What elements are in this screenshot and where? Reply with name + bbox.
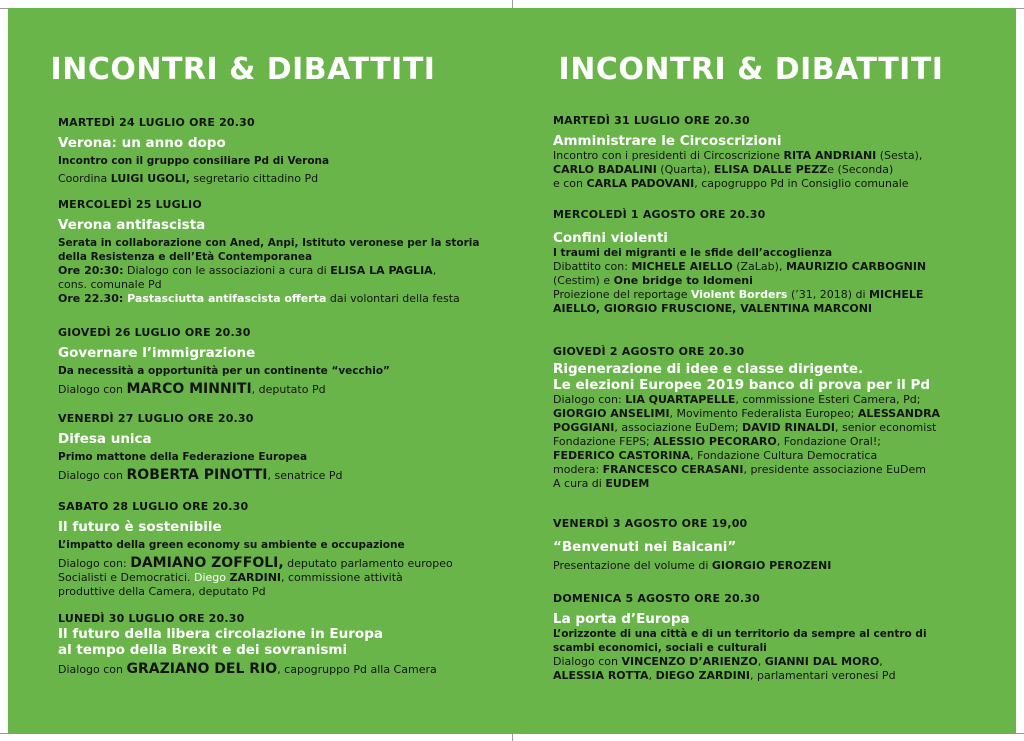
event-detail: modera: FRANCESCO CERASANI, presidente associazione EuDem (553, 463, 927, 476)
event-27-luglio (58, 412, 488, 483)
crop-mark (0, 8, 8, 9)
event-title: Rigenerazione di idee e classe dirigente. (553, 361, 864, 377)
event-subtitle: I traumi dei migranti e le sfide dell’accoglienza (553, 247, 833, 259)
crop-mark (512, 0, 513, 8)
event-detail: ALESSIA ROTTA, DIEGO ZARDINI, parlamentari veronesi Pd (553, 669, 896, 682)
event-detail: Presentazione del volume di GIORGIO PEROZENI (553, 559, 832, 572)
event-date: GIOVEDÌ 2 AGOSTO ORE 20.30 (553, 345, 745, 358)
event-date: VENERDÌ 3 AGOSTO ORE 19,00 (553, 517, 748, 530)
event-detail: Socialisti e Democratici. Diego ZARDINI, commissione attività (58, 571, 403, 584)
event-detail: Dialogo con: LIA QUARTAPELLE, commissione Esteri Camera, Pd; (553, 393, 921, 406)
event-detail: (Cestim) e One bridge to Idomeni (553, 274, 753, 287)
right-page (520, 8, 1010, 734)
event-detail: Dialogo con ROBERTA PINOTTI, senatrice Pd (58, 467, 343, 483)
event-detail: Incontro con i presidenti di Circoscrizione RITA ANDRIANI (Sesta), (553, 149, 923, 162)
event-detail: Coordina LUIGI UGOLI, segretario cittadino Pd (58, 172, 319, 185)
event-26-luglio (58, 326, 488, 397)
event-detail: CARLO BADALINI (Quarta), ELISA DALLE PEZZe (Seconda) (553, 163, 894, 176)
event-date: GIOVEDÌ 26 LUGLIO ORE 20.30 (58, 326, 251, 339)
event-detail: Dialogo con MARCO MINNITI, deputato Pd (58, 381, 326, 397)
flyer-sheet (8, 8, 1016, 734)
event-detail: Dibattito con: MICHELE AIELLO (ZaLab), MAURIZIO CARBOGNIN (553, 260, 927, 273)
event-detail: produttive della Camera, deputato Pd (58, 585, 266, 598)
event-title: Le elezioni Europee 2019 banco di prova per il Pd (553, 377, 931, 393)
event-3-agosto (553, 517, 993, 573)
crop-mark (512, 734, 513, 741)
event-1-agosto (553, 208, 993, 316)
event-title: Difesa unica (58, 431, 152, 447)
event-31-luglio (553, 114, 993, 191)
event-date: MERCOLEDÌ 1 AGOSTO ORE 20.30 (553, 208, 766, 221)
event-date: SABATO 28 LUGLIO ORE 20.30 (58, 500, 249, 513)
event-detail: GIORGIO ANSELIMI, Movimento Federalista Europeo; ALESSANDRA (553, 407, 941, 420)
event-date: MERCOLEDÌ 25 LUGLIO (58, 198, 202, 211)
event-detail: Dialogo con VINCENZO D’ARIENZO, GIANNI DAL MORO, (553, 655, 883, 668)
crop-mark (0, 733, 8, 734)
event-28-luglio (58, 500, 488, 599)
event-title: Il futuro della libera circolazione in Europa (58, 626, 383, 642)
event-detail: Ore 20:30: Dialogo con le associazioni a cura di ELISA LA PAGLIA, (58, 264, 437, 277)
event-detail: Proiezione del reportage Violent Borders (’31, 2018) di MICHELE (553, 288, 924, 301)
event-subtitle: Da necessità a opportunità per un continente “vecchio” (58, 365, 390, 377)
event-detail: POGGIANI, associazione EuDem; DAVID RINALDI, senior economist (553, 421, 937, 434)
event-detail: A cura di EUDEM (553, 477, 650, 490)
event-title: Verona: un anno dopo (58, 135, 226, 151)
event-title: Confini violenti (553, 230, 668, 246)
event-title: Verona antifascista (58, 217, 206, 233)
event-30-luglio (58, 612, 488, 677)
page-title: INCONTRI & DIBATTITI (50, 52, 436, 87)
left-page (8, 8, 498, 734)
event-subtitle: L’orizzonte di una città e di un territorio da sempre al centro di (553, 628, 927, 640)
event-title: Amministrare le Circoscrizioni (553, 133, 782, 149)
page-title: INCONTRI & DIBATTITI (558, 52, 944, 87)
event-date: MARTEDÌ 24 LUGLIO ORE 20.30 (58, 116, 255, 129)
event-subtitle: Incontro con il gruppo consiliare Pd di Verona (58, 155, 330, 167)
event-2-agosto (553, 345, 993, 491)
event-24-luglio (58, 116, 488, 186)
event-subtitle: Primo mattone della Federazione Europea (58, 451, 308, 463)
event-date: VENERDÌ 27 LUGLIO ORE 20.30 (58, 412, 254, 425)
event-detail: Dialogo con GRAZIANO DEL RIO, capogruppo Pd alla Camera (58, 661, 437, 677)
event-5-agosto (553, 592, 993, 683)
event-subtitle: scambi economici, sociali e culturali (553, 642, 767, 654)
event-title: La porta d’Europa (553, 611, 690, 627)
event-25-luglio (58, 198, 488, 306)
event-title: al tempo della Brexit e dei sovranismi (58, 642, 348, 658)
crop-mark (1016, 8, 1024, 9)
event-subtitle: Serata in collaborazione con Aned, Anpi, Istituto veronese per la storia della Resistenza e dell’Età Contemporanea (58, 237, 480, 263)
event-detail: Fondazione FEPS; ALESSIO PECORARO, Fondazione Oral!; (553, 435, 881, 448)
event-date: DOMENICA 5 AGOSTO ORE 20.30 (553, 592, 760, 605)
event-date: LUNEDÌ 30 LUGLIO ORE 20.30 (58, 612, 245, 625)
event-title: Governare l’immigrazione (58, 345, 256, 361)
event-detail: Dialogo con: DAMIANO ZOFFOLI, deputato parlamento europeo (58, 555, 453, 571)
event-detail: Ore 22.30: Pastasciutta antifascista offerta dai volontari della festa (58, 292, 460, 305)
event-date: MARTEDÌ 31 LUGLIO ORE 20.30 (553, 114, 750, 127)
crop-mark (1016, 733, 1024, 734)
event-detail: e con CARLA PADOVANI, capogruppo Pd in Consiglio comunale (553, 177, 909, 190)
event-detail: cons. comunale Pd (58, 278, 162, 291)
event-detail: FEDERICO CASTORINA, Fondazione Cultura Democratica (553, 449, 878, 462)
event-subtitle: L’impatto della green economy su ambiente e occupazione (58, 539, 405, 551)
event-title: “Benvenuti nei Balcani” (553, 539, 737, 555)
event-detail: AIELLO, GIORGIO FRUSCIONE, VALENTINA MARCONI (553, 302, 872, 315)
event-title: Il futuro è sostenibile (58, 519, 222, 535)
